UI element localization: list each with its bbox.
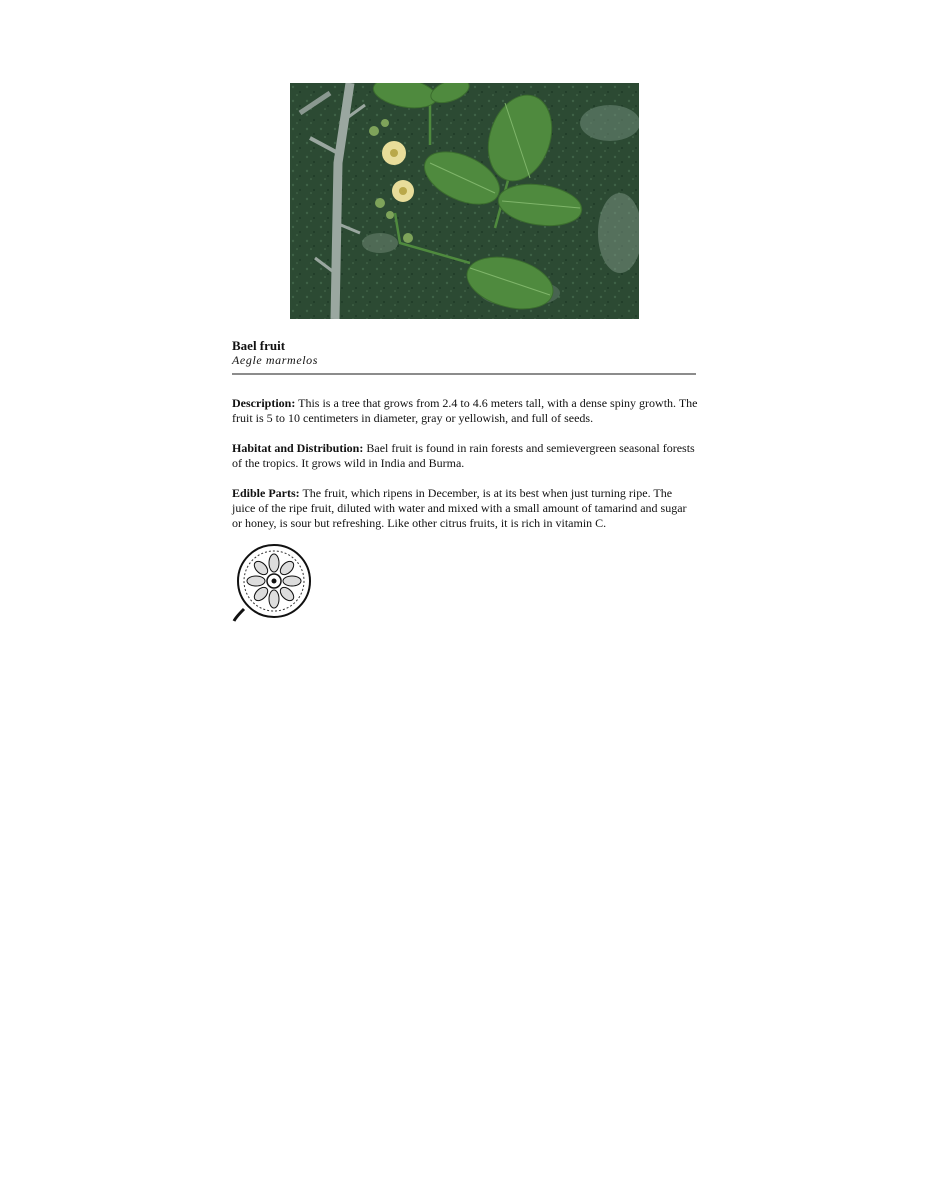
photo-illustration bbox=[290, 83, 639, 319]
description-paragraph bbox=[232, 396, 698, 426]
description-text: This is a tree that grows from 2.4 to 4.6 meters tall, with a dense spiny growth. The fruit is 5 to 10 centimeters in diameter, gray or yellowish, and full of seeds. bbox=[232, 396, 698, 425]
description-label: Description: bbox=[232, 396, 296, 410]
edible-parts-paragraph bbox=[232, 486, 698, 531]
fruit-cross-section-icon bbox=[232, 543, 314, 623]
plant-heading bbox=[232, 338, 318, 367]
divider bbox=[232, 373, 696, 375]
common-name: Bael fruit bbox=[232, 338, 286, 353]
scientific-name: Aegle marmelos bbox=[232, 353, 319, 367]
habitat-label: Habitat and Distribution: bbox=[232, 441, 364, 455]
edible-parts-label: Edible Parts: bbox=[232, 486, 300, 500]
plant-photo bbox=[290, 83, 639, 319]
habitat-paragraph bbox=[232, 441, 698, 471]
edible-parts-text: The fruit, which ripens in December, is at its best when just turning ripe. The juice of the ripe fruit, diluted with water and mixed with a small amount of tamarind and sugar or honey, is sour but refreshing. Like other citrus fruits, it is rich in vitamin C. bbox=[232, 486, 687, 530]
habitat-text: Bael fruit is found in rain forests and semievergreen seasonal forests of the tropics. It grows wild in India and Burma. bbox=[232, 441, 695, 470]
fruit-cross-section-drawing bbox=[232, 543, 314, 623]
